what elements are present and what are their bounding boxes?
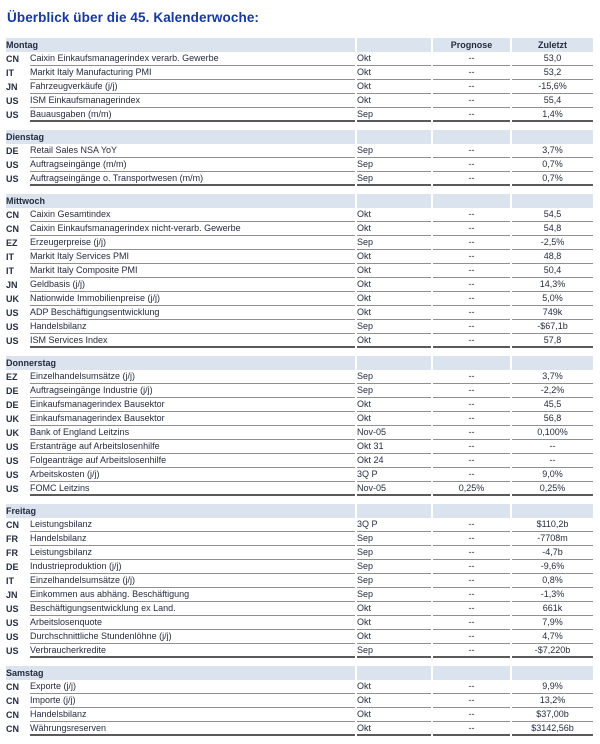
last-value-cell: 54,8 bbox=[512, 222, 593, 236]
event-row bbox=[6, 94, 593, 108]
country-code-cell: JN bbox=[6, 279, 18, 290]
forecast-value-cell: -- bbox=[433, 722, 510, 736]
forecast-value-cell: -- bbox=[433, 172, 510, 186]
forecast-column-header bbox=[433, 504, 510, 518]
last-value-cell: 661k bbox=[512, 602, 593, 616]
event-row bbox=[6, 250, 593, 264]
last-value-cell: -7708m bbox=[512, 532, 593, 546]
period-cell: Sep bbox=[357, 108, 431, 122]
period-cell: Okt bbox=[357, 602, 431, 616]
spacer-cell bbox=[6, 186, 593, 194]
event-name-cell: Handelsbilanz bbox=[30, 532, 355, 546]
calendar-table bbox=[4, 38, 595, 736]
forecast-value-cell: -- bbox=[433, 334, 510, 348]
event-row bbox=[6, 66, 593, 80]
last-value-cell: 0,100% bbox=[512, 426, 593, 440]
event-name-cell: Bank of England Leitzins bbox=[30, 426, 355, 440]
period-header-cell bbox=[357, 194, 431, 208]
period-cell: Sep bbox=[357, 384, 431, 398]
period-cell: Okt bbox=[357, 306, 431, 320]
last-value-cell: 53,0 bbox=[512, 52, 593, 66]
section-header-row bbox=[6, 666, 593, 680]
forecast-value-cell: -- bbox=[433, 708, 510, 722]
forecast-value-cell: -- bbox=[433, 644, 510, 658]
country-code-cell: DE bbox=[6, 399, 19, 410]
event-row bbox=[6, 454, 593, 468]
last-value-cell: -1,3% bbox=[512, 588, 593, 602]
period-cell: Okt bbox=[357, 222, 431, 236]
period-cell: Sep bbox=[357, 532, 431, 546]
forecast-value-cell: -- bbox=[433, 440, 510, 454]
event-name-cell: Folgeanträge auf Arbeitslosenhilfe bbox=[30, 454, 355, 468]
page-title: Überblick über die 45. Kalenderwoche: bbox=[7, 10, 260, 25]
event-row bbox=[6, 644, 593, 658]
event-name-cell: Fahrzeugverkäufe (j/j) bbox=[30, 80, 355, 94]
last-column-header bbox=[512, 130, 593, 144]
country-code-cell: IT bbox=[6, 67, 14, 78]
forecast-value-cell: -- bbox=[433, 384, 510, 398]
country-code-cell: US bbox=[6, 631, 19, 642]
country-code-cell: US bbox=[6, 95, 19, 106]
event-name-cell: Erstanträge auf Arbeitslosenhilfe bbox=[30, 440, 355, 454]
period-cell: Sep bbox=[357, 588, 431, 602]
forecast-value-cell: -- bbox=[433, 320, 510, 334]
country-code-cell: US bbox=[6, 483, 19, 494]
period-cell: Nov-05 bbox=[357, 482, 431, 496]
forecast-value-cell: -- bbox=[433, 80, 510, 94]
forecast-value-cell: -- bbox=[433, 468, 510, 482]
event-name-cell: Geldbasis (j/j) bbox=[30, 278, 355, 292]
event-name-cell: Caixin Einkaufsmanagerindex nicht-verarb. Gewerbe bbox=[30, 222, 355, 236]
forecast-value-cell: -- bbox=[433, 52, 510, 66]
event-row bbox=[6, 158, 593, 172]
last-value-cell: 9,9% bbox=[512, 680, 593, 694]
event-row bbox=[6, 264, 593, 278]
last-column-header bbox=[512, 666, 593, 680]
event-name-cell: Arbeitslosenquote bbox=[30, 616, 355, 630]
event-row bbox=[6, 482, 593, 496]
event-row bbox=[6, 602, 593, 616]
forecast-value-cell: -- bbox=[433, 370, 510, 384]
spacer-cell bbox=[6, 122, 593, 130]
country-code-cell: CN bbox=[6, 723, 19, 734]
period-cell: Okt 24 bbox=[357, 454, 431, 468]
country-code-cell: FR bbox=[6, 533, 18, 544]
country-code-cell: US bbox=[6, 335, 19, 346]
forecast-value-cell: -- bbox=[433, 306, 510, 320]
event-row bbox=[6, 108, 593, 122]
last-value-cell: 57,8 bbox=[512, 334, 593, 348]
forecast-value-cell: -- bbox=[433, 208, 510, 222]
period-cell: Okt bbox=[357, 722, 431, 736]
period-cell: Okt bbox=[357, 398, 431, 412]
period-cell: Sep bbox=[357, 574, 431, 588]
section-day-label: Mittwoch bbox=[6, 194, 355, 208]
country-code-cell: US bbox=[6, 321, 19, 332]
last-value-cell: 5,0% bbox=[512, 292, 593, 306]
event-name-cell: Exporte (j/j) bbox=[30, 680, 355, 694]
event-name-cell: Einkommen aus abhäng. Beschäftigung bbox=[30, 588, 355, 602]
event-name-cell: Handelsbilanz bbox=[30, 320, 355, 334]
last-value-cell: 13,2% bbox=[512, 694, 593, 708]
event-row bbox=[6, 80, 593, 94]
section-day-label: Dienstag bbox=[6, 130, 355, 144]
period-cell: Okt bbox=[357, 412, 431, 426]
country-code-cell: US bbox=[6, 617, 19, 628]
event-name-cell: Industrieproduktion (j/j) bbox=[30, 560, 355, 574]
last-value-cell: -9,6% bbox=[512, 560, 593, 574]
last-value-cell: -4,7b bbox=[512, 546, 593, 560]
forecast-column-header bbox=[433, 666, 510, 680]
event-row bbox=[6, 574, 593, 588]
event-name-cell: Markit Italy Services PMI bbox=[30, 250, 355, 264]
event-row bbox=[6, 468, 593, 482]
period-cell: Okt bbox=[357, 680, 431, 694]
section-header-row bbox=[6, 130, 593, 144]
last-value-cell: 50,4 bbox=[512, 264, 593, 278]
country-code-cell: US bbox=[6, 645, 19, 656]
event-row bbox=[6, 292, 593, 306]
event-name-cell: Leistungsbilanz bbox=[30, 546, 355, 560]
period-cell: Okt bbox=[357, 264, 431, 278]
last-value-cell: 749k bbox=[512, 306, 593, 320]
country-code-cell: US bbox=[6, 603, 19, 614]
event-name-cell: Auftragseingänge o. Transportwesen (m/m) bbox=[30, 172, 355, 186]
event-row bbox=[6, 144, 593, 158]
country-code-cell: US bbox=[6, 455, 19, 466]
event-name-cell: Einkaufsmanagerindex Bausektor bbox=[30, 412, 355, 426]
last-value-cell: $3142,56b bbox=[512, 722, 593, 736]
country-code-cell: US bbox=[6, 469, 19, 480]
forecast-column-header bbox=[433, 356, 510, 370]
period-cell: Okt bbox=[357, 334, 431, 348]
last-column-header bbox=[512, 504, 593, 518]
period-cell: Okt bbox=[357, 278, 431, 292]
country-code-cell: CN bbox=[6, 519, 19, 530]
country-code-cell: FR bbox=[6, 547, 18, 558]
event-name-cell: Einzelhandelsumsätze (j/j) bbox=[30, 574, 355, 588]
period-header-cell bbox=[357, 356, 431, 370]
event-name-cell: Auftragseingänge Industrie (j/j) bbox=[30, 384, 355, 398]
country-code-cell: CN bbox=[6, 681, 19, 692]
country-code-cell: UK bbox=[6, 413, 19, 424]
section-spacer bbox=[6, 186, 593, 194]
last-value-cell: -- bbox=[512, 454, 593, 468]
period-cell: Okt bbox=[357, 80, 431, 94]
period-cell: Sep bbox=[357, 560, 431, 574]
event-name-cell: Markit Italy Manufacturing PMI bbox=[30, 66, 355, 80]
period-cell: Okt bbox=[357, 630, 431, 644]
country-code-cell: IT bbox=[6, 265, 14, 276]
country-code-cell: DE bbox=[6, 561, 19, 572]
last-value-cell: 0,8% bbox=[512, 574, 593, 588]
event-name-cell: Retail Sales NSA YoY bbox=[30, 144, 355, 158]
section-day-label: Freitag bbox=[6, 504, 355, 518]
forecast-value-cell: -- bbox=[433, 454, 510, 468]
last-value-cell: 56,8 bbox=[512, 412, 593, 426]
event-row bbox=[6, 236, 593, 250]
forecast-value-cell: -- bbox=[433, 616, 510, 630]
calendar-table-body bbox=[6, 38, 593, 736]
period-cell: Sep bbox=[357, 370, 431, 384]
forecast-value-cell: -- bbox=[433, 66, 510, 80]
forecast-value-cell: -- bbox=[433, 236, 510, 250]
last-column-header: Zuletzt bbox=[512, 38, 593, 52]
forecast-value-cell: -- bbox=[433, 630, 510, 644]
period-cell: Okt bbox=[357, 94, 431, 108]
last-value-cell: 0,25% bbox=[512, 482, 593, 496]
last-value-cell: -15,6% bbox=[512, 80, 593, 94]
event-name-cell: FOMC Leitzins bbox=[30, 482, 355, 496]
period-cell: Sep bbox=[357, 236, 431, 250]
period-header-cell bbox=[357, 130, 431, 144]
period-cell: Sep bbox=[357, 644, 431, 658]
forecast-value-cell: -- bbox=[433, 292, 510, 306]
event-name-cell: Bauausgaben (m/m) bbox=[30, 108, 355, 122]
section-spacer bbox=[6, 122, 593, 130]
period-cell: Okt bbox=[357, 616, 431, 630]
event-row bbox=[6, 694, 593, 708]
country-code-cell: UK bbox=[6, 427, 19, 438]
section-day-label: Donnerstag bbox=[6, 356, 355, 370]
section-header-row bbox=[6, 194, 593, 208]
country-code-cell: CN bbox=[6, 695, 19, 706]
period-cell: Okt bbox=[357, 52, 431, 66]
event-row bbox=[6, 52, 593, 66]
country-code-cell: DE bbox=[6, 145, 19, 156]
event-row bbox=[6, 588, 593, 602]
section-spacer bbox=[6, 496, 593, 504]
last-value-cell: 53,2 bbox=[512, 66, 593, 80]
event-row bbox=[6, 222, 593, 236]
period-cell: Okt bbox=[357, 292, 431, 306]
forecast-value-cell: -- bbox=[433, 560, 510, 574]
country-code-cell: US bbox=[6, 173, 19, 184]
last-column-header bbox=[512, 356, 593, 370]
forecast-value-cell: 0,25% bbox=[433, 482, 510, 496]
last-value-cell: 14,3% bbox=[512, 278, 593, 292]
forecast-value-cell: -- bbox=[433, 412, 510, 426]
event-row bbox=[6, 334, 593, 348]
country-code-cell: CN bbox=[6, 209, 19, 220]
forecast-value-cell: -- bbox=[433, 426, 510, 440]
event-name-cell: Erzeugerpreise (j/j) bbox=[30, 236, 355, 250]
event-name-cell: Markit Italy Composite PMI bbox=[30, 264, 355, 278]
event-row bbox=[6, 398, 593, 412]
country-code-cell: US bbox=[6, 159, 19, 170]
last-value-cell: 4,7% bbox=[512, 630, 593, 644]
event-name-cell: Beschäftigungsentwicklung ex Land. bbox=[30, 602, 355, 616]
event-row bbox=[6, 412, 593, 426]
section-day-label: Montag bbox=[6, 38, 355, 52]
last-value-cell: 45,5 bbox=[512, 398, 593, 412]
forecast-column-header: Prognose bbox=[433, 38, 510, 52]
event-name-cell: Nationwide Immobilienpreise (j/j) bbox=[30, 292, 355, 306]
last-value-cell: -2,5% bbox=[512, 236, 593, 250]
last-value-cell: -- bbox=[512, 440, 593, 454]
last-value-cell: 55,4 bbox=[512, 94, 593, 108]
forecast-value-cell: -- bbox=[433, 532, 510, 546]
country-code-cell: CN bbox=[6, 223, 19, 234]
period-header-cell bbox=[357, 38, 431, 52]
forecast-value-cell: -- bbox=[433, 680, 510, 694]
event-name-cell: Verbraucherkredite bbox=[30, 644, 355, 658]
event-row bbox=[6, 278, 593, 292]
forecast-value-cell: -- bbox=[433, 94, 510, 108]
period-cell: Okt bbox=[357, 694, 431, 708]
country-code-cell: EZ bbox=[6, 237, 18, 248]
forecast-value-cell: -- bbox=[433, 694, 510, 708]
period-cell: 3Q P bbox=[357, 518, 431, 532]
period-cell: Nov-05 bbox=[357, 426, 431, 440]
country-code-cell: IT bbox=[6, 251, 14, 262]
event-name-cell: Caixin Gesamtindex bbox=[30, 208, 355, 222]
period-cell: Sep bbox=[357, 158, 431, 172]
forecast-value-cell: -- bbox=[433, 222, 510, 236]
section-header-row bbox=[6, 504, 593, 518]
event-name-cell: Einzelhandelsumsätze (j/j) bbox=[30, 370, 355, 384]
section-spacer bbox=[6, 658, 593, 666]
forecast-column-header bbox=[433, 194, 510, 208]
spacer-cell bbox=[6, 348, 593, 356]
last-value-cell: 48,8 bbox=[512, 250, 593, 264]
forecast-value-cell: -- bbox=[433, 588, 510, 602]
country-code-cell: DE bbox=[6, 385, 19, 396]
event-row bbox=[6, 708, 593, 722]
country-code-cell: US bbox=[6, 109, 19, 120]
last-value-cell: 0,7% bbox=[512, 172, 593, 186]
event-row bbox=[6, 208, 593, 222]
period-header-cell bbox=[357, 504, 431, 518]
last-value-cell: $37,00b bbox=[512, 708, 593, 722]
last-value-cell: 3,7% bbox=[512, 144, 593, 158]
last-value-cell: 3,7% bbox=[512, 370, 593, 384]
last-value-cell: -2,2% bbox=[512, 384, 593, 398]
event-row bbox=[6, 370, 593, 384]
country-code-cell: US bbox=[6, 307, 19, 318]
period-cell: Okt bbox=[357, 708, 431, 722]
forecast-value-cell: -- bbox=[433, 264, 510, 278]
period-cell: Okt bbox=[357, 66, 431, 80]
last-value-cell: -$7,220b bbox=[512, 644, 593, 658]
last-value-cell: -$67,1b bbox=[512, 320, 593, 334]
country-code-cell: EZ bbox=[6, 371, 18, 382]
last-value-cell: $110,2b bbox=[512, 518, 593, 532]
forecast-value-cell: -- bbox=[433, 250, 510, 264]
period-cell: Sep bbox=[357, 320, 431, 334]
country-code-cell: UK bbox=[6, 293, 19, 304]
event-name-cell: Durchschnittliche Stundenlöhne (j/j) bbox=[30, 630, 355, 644]
country-code-cell: US bbox=[6, 441, 19, 452]
event-row bbox=[6, 722, 593, 736]
last-value-cell: 1,4% bbox=[512, 108, 593, 122]
event-name-cell: Importe (j/j) bbox=[30, 694, 355, 708]
event-name-cell: Einkaufsmanagerindex Bausektor bbox=[30, 398, 355, 412]
spacer-cell bbox=[6, 496, 593, 504]
event-name-cell: Auftragseingänge (m/m) bbox=[30, 158, 355, 172]
period-cell: Sep bbox=[357, 144, 431, 158]
event-row bbox=[6, 630, 593, 644]
section-day-label: Samstag bbox=[6, 666, 355, 680]
last-value-cell: 9,0% bbox=[512, 468, 593, 482]
forecast-value-cell: -- bbox=[433, 144, 510, 158]
event-row bbox=[6, 680, 593, 694]
forecast-value-cell: -- bbox=[433, 108, 510, 122]
period-cell: Sep bbox=[357, 172, 431, 186]
forecast-value-cell: -- bbox=[433, 574, 510, 588]
event-name-cell: Caixin Einkaufsmanagerindex verarb. Gewerbe bbox=[30, 52, 355, 66]
forecast-value-cell: -- bbox=[433, 546, 510, 560]
last-value-cell: 7,9% bbox=[512, 616, 593, 630]
event-row bbox=[6, 384, 593, 398]
forecast-column-header bbox=[433, 130, 510, 144]
event-name-cell: Währungsreserven bbox=[30, 722, 355, 736]
forecast-value-cell: -- bbox=[433, 398, 510, 412]
period-cell: Sep bbox=[357, 546, 431, 560]
country-code-cell: JN bbox=[6, 589, 18, 600]
event-name-cell: ISM Services Index bbox=[30, 334, 355, 348]
event-row bbox=[6, 172, 593, 186]
event-name-cell: Handelsbilanz bbox=[30, 708, 355, 722]
event-row bbox=[6, 532, 593, 546]
event-row bbox=[6, 616, 593, 630]
last-column-header bbox=[512, 194, 593, 208]
country-code-cell: IT bbox=[6, 575, 14, 586]
country-code-cell: CN bbox=[6, 709, 19, 720]
period-cell: Okt bbox=[357, 250, 431, 264]
forecast-value-cell: -- bbox=[433, 158, 510, 172]
period-cell: 3Q P bbox=[357, 468, 431, 482]
forecast-value-cell: -- bbox=[433, 602, 510, 616]
event-name-cell: ADP Beschäftigungsentwicklung bbox=[30, 306, 355, 320]
last-value-cell: 0,7% bbox=[512, 158, 593, 172]
event-row bbox=[6, 440, 593, 454]
forecast-value-cell: -- bbox=[433, 518, 510, 532]
event-row bbox=[6, 306, 593, 320]
period-cell: Okt 31 bbox=[357, 440, 431, 454]
country-code-cell: JN bbox=[6, 81, 18, 92]
event-row bbox=[6, 560, 593, 574]
event-name-cell: Arbeitskosten (j/j) bbox=[30, 468, 355, 482]
event-row bbox=[6, 426, 593, 440]
section-header-row bbox=[6, 38, 593, 52]
event-row bbox=[6, 518, 593, 532]
spacer-cell bbox=[6, 658, 593, 666]
event-row bbox=[6, 320, 593, 334]
period-cell: Okt bbox=[357, 208, 431, 222]
event-row bbox=[6, 546, 593, 560]
last-value-cell: 54,5 bbox=[512, 208, 593, 222]
section-header-row bbox=[6, 356, 593, 370]
event-name-cell: Leistungsbilanz bbox=[30, 518, 355, 532]
forecast-value-cell: -- bbox=[433, 278, 510, 292]
period-header-cell bbox=[357, 666, 431, 680]
country-code-cell: CN bbox=[6, 53, 19, 64]
event-name-cell: ISM Einkaufsmanagerindex bbox=[30, 94, 355, 108]
section-spacer bbox=[6, 348, 593, 356]
